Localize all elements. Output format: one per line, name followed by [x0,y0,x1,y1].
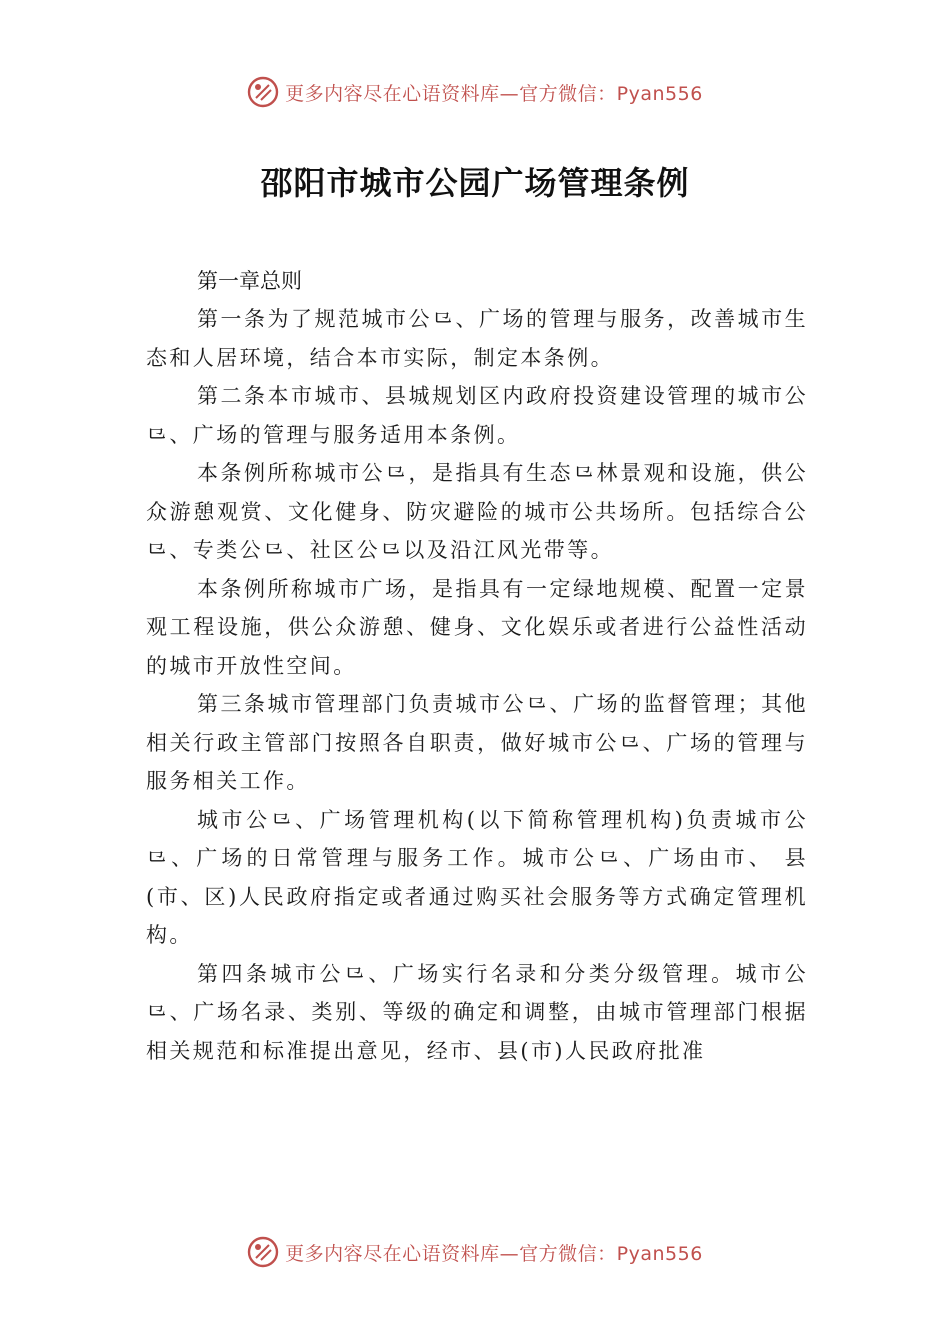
article-text: 本条例所称城市广场，是指具有一定绿地规模、配置一定景观工程设施，供公众游憩、健身、文化娱乐或者进行公益性活动的城市开放性空间。 [146,576,808,678]
watermark-logo-icon [247,1236,279,1268]
article-text: 城市管理部门负责城市公⺋、广场的监督管理；其他相关行政主管部门按照各自职责，做好城市公⺋、广场的管理与服务相关工作。 [146,692,808,793]
article-1-paragraph [146,300,808,377]
article-2-paragraph [146,377,808,454]
document-title: 邵阳市城市公园广场管理条例 [260,164,690,202]
article-text: 为了规范城市公⺋、广场的管理与服务，改善城市生态和人居环境，结合本市实际，制定本条例。 [146,307,808,370]
article-text: 城市公⺋、广场实行名录和分类分级管理。城市公⺋、广场名录、类别、等级的确定和调整，由城市管理部门根据相关规范和标准提出意见，经市、县(市)人民政府批准 [146,961,808,1063]
article-label: 第三条 [197,692,268,716]
article-text: 城市公⺋、广场管理机构(以下简称管理机构)负责城市公⺋、广场的日常管理与服务工作。城市公⺋、广场由市、 县(市、区)人民政府指定或者通过购买社会服务等方式确定管理机构。 [146,807,808,947]
article-label: 第二条 [197,384,268,408]
management-agency-paragraph [146,801,808,955]
article-text: 本市城市、县城规划区内政府投资建设管理的城市公⺋、广场的管理与服务适用本条例。 [146,384,808,447]
watermark-text: 更多内容尽在心语资料库—官方微信：Pyan556 [285,82,703,105]
watermark-text: 更多内容尽在心语资料库—官方微信：Pyan556 [285,1242,703,1265]
article-label: 第一条 [197,307,268,331]
article-label: 第四条 [197,961,271,986]
chapter-heading: 第一章总则 [197,269,302,293]
watermark-top [0,76,950,108]
article-3-paragraph [146,685,808,801]
article-text: 本条例所称城市公⺋，是指具有生态⺋林景观和设施，供公众游憩观赏、文化健身、防灾避险的城市公共场所。包括综合公⺋、专类公⺋、社区公⺋以及沿江风光带等。 [146,461,808,562]
watermark-bottom [0,1236,950,1268]
article-4-paragraph [146,955,808,1071]
park-definition-paragraph [146,454,808,570]
document-body [146,262,808,1070]
square-definition-paragraph [146,570,808,686]
watermark-logo-icon [247,76,279,108]
